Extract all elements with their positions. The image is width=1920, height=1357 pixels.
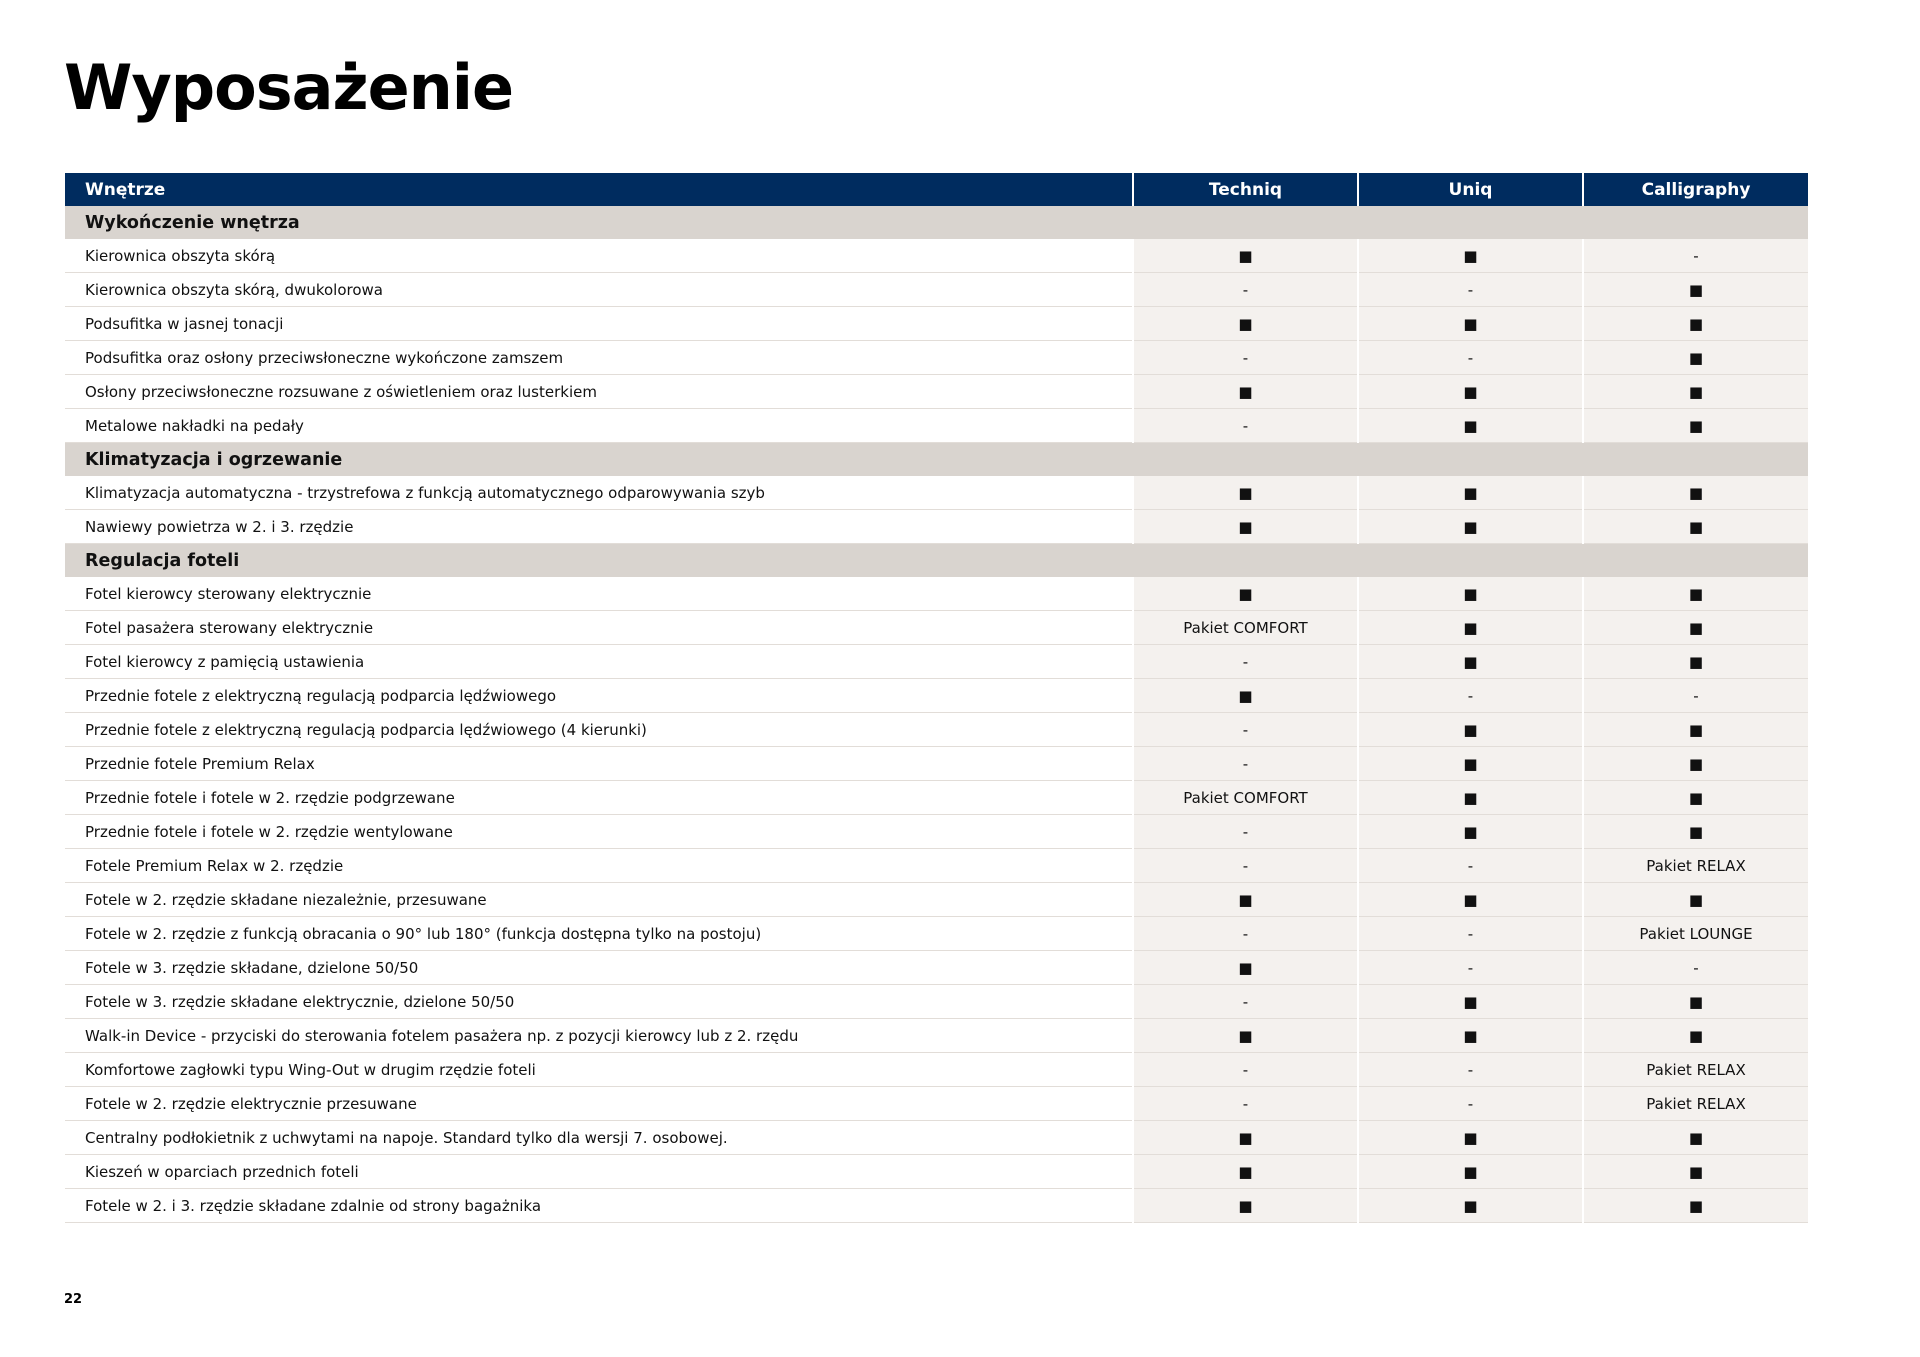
section-row	[65, 206, 1808, 239]
value-techniq: -	[1133, 815, 1358, 849]
feature-label: Fotele w 2. rzędzie elektrycznie przesuwane	[65, 1087, 1133, 1121]
table-row	[65, 341, 1808, 375]
feature-label: Fotele w 3. rzędzie składane, dzielone 50/50	[65, 951, 1133, 985]
section-row	[65, 443, 1808, 477]
value-uniq: ■	[1358, 375, 1583, 409]
feature-label: Przednie fotele i fotele w 2. rzędzie podgrzewane	[65, 781, 1133, 815]
table-row	[65, 273, 1808, 307]
value-techniq: -	[1133, 341, 1358, 375]
feature-label: Klimatyzacja automatyczna - trzystrefowa z funkcją automatycznego odparowywania szyb	[65, 476, 1133, 510]
value-uniq: -	[1358, 679, 1583, 713]
table-row	[65, 713, 1808, 747]
value-uniq: ■	[1358, 510, 1583, 544]
value-uniq: ■	[1358, 611, 1583, 645]
value-techniq: ■	[1133, 1121, 1358, 1155]
value-calligraphy: ■	[1583, 815, 1808, 849]
table-row	[65, 917, 1808, 951]
value-calligraphy: ■	[1583, 1019, 1808, 1053]
table-row	[65, 1019, 1808, 1053]
value-calligraphy: ■	[1583, 577, 1808, 611]
feature-label: Nawiewy powietrza w 2. i 3. rzędzie	[65, 510, 1133, 544]
value-calligraphy: Pakiet LOUNGE	[1583, 917, 1808, 951]
value-techniq: ■	[1133, 307, 1358, 341]
value-calligraphy: ■	[1583, 1155, 1808, 1189]
table-header-row	[65, 173, 1808, 206]
feature-label: Podsufitka oraz osłony przeciwsłoneczne wykończone zamszem	[65, 341, 1133, 375]
feature-label: Przednie fotele z elektryczną regulacją podparcia lędźwiowego (4 kierunki)	[65, 713, 1133, 747]
feature-label: Fotel pasażera sterowany elektrycznie	[65, 611, 1133, 645]
table-row	[65, 1155, 1808, 1189]
value-techniq: -	[1133, 917, 1358, 951]
value-techniq: ■	[1133, 883, 1358, 917]
page-number: 22	[64, 1292, 83, 1307]
value-techniq: ■	[1133, 1155, 1358, 1189]
value-calligraphy: ■	[1583, 375, 1808, 409]
value-uniq: -	[1358, 917, 1583, 951]
value-techniq: -	[1133, 1087, 1358, 1121]
table-row	[65, 781, 1808, 815]
table-header	[65, 173, 1808, 206]
value-techniq: -	[1133, 645, 1358, 679]
value-calligraphy: ■	[1583, 273, 1808, 307]
feature-label: Centralny podłokietnik z uchwytami na napoje. Standard tylko dla wersji 7. osobowej.	[65, 1121, 1133, 1155]
feature-label: Fotele Premium Relax w 2. rzędzie	[65, 849, 1133, 883]
value-calligraphy: ■	[1583, 409, 1808, 443]
value-techniq: ■	[1133, 577, 1358, 611]
feature-label: Kieszeń w oparciach przednich foteli	[65, 1155, 1133, 1189]
table-row	[65, 577, 1808, 611]
value-calligraphy: Pakiet RELAX	[1583, 1053, 1808, 1087]
table-row	[65, 1053, 1808, 1087]
value-uniq: ■	[1358, 577, 1583, 611]
table-row	[65, 476, 1808, 510]
value-calligraphy: ■	[1583, 341, 1808, 375]
table-row	[65, 1189, 1808, 1223]
table-row	[65, 645, 1808, 679]
value-uniq: ■	[1358, 815, 1583, 849]
value-techniq: ■	[1133, 1189, 1358, 1223]
value-calligraphy: ■	[1583, 307, 1808, 341]
value-calligraphy: ■	[1583, 1189, 1808, 1223]
feature-label: Fotel kierowcy z pamięcią ustawienia	[65, 645, 1133, 679]
value-calligraphy: ■	[1583, 747, 1808, 781]
value-calligraphy: ■	[1583, 883, 1808, 917]
value-calligraphy: ■	[1583, 476, 1808, 510]
value-uniq: ■	[1358, 409, 1583, 443]
table-row	[65, 375, 1808, 409]
value-uniq: -	[1358, 1087, 1583, 1121]
feature-label: Przednie fotele Premium Relax	[65, 747, 1133, 781]
feature-label: Fotele w 2. rzędzie z funkcją obracania o 90° lub 180° (funkcja dostępna tylko na postoju)	[65, 917, 1133, 951]
section-title: Regulacja foteli	[65, 544, 1808, 578]
value-uniq: -	[1358, 1053, 1583, 1087]
value-calligraphy: ■	[1583, 781, 1808, 815]
value-uniq: ■	[1358, 307, 1583, 341]
value-uniq: -	[1358, 341, 1583, 375]
value-techniq: -	[1133, 713, 1358, 747]
value-techniq: ■	[1133, 510, 1358, 544]
feature-label: Podsufitka w jasnej tonacji	[65, 307, 1133, 341]
value-uniq: -	[1358, 951, 1583, 985]
table-row	[65, 985, 1808, 1019]
feature-label: Walk-in Device - przyciski do sterowania fotelem pasażera np. z pozycji kierowcy lub z 2. rzędu	[65, 1019, 1133, 1053]
value-uniq: -	[1358, 273, 1583, 307]
feature-label: Kierownica obszyta skórą	[65, 239, 1133, 273]
feature-label: Metalowe nakładki na pedały	[65, 409, 1133, 443]
value-techniq: ■	[1133, 375, 1358, 409]
value-techniq: -	[1133, 985, 1358, 1019]
feature-label: Osłony przeciwsłoneczne rozsuwane z oświetleniem oraz lusterkiem	[65, 375, 1133, 409]
value-uniq: -	[1358, 849, 1583, 883]
value-uniq: ■	[1358, 985, 1583, 1019]
value-techniq: ■	[1133, 679, 1358, 713]
feature-label: Fotele w 3. rzędzie składane elektrycznie, dzielone 50/50	[65, 985, 1133, 1019]
value-uniq: ■	[1358, 1155, 1583, 1189]
value-techniq: -	[1133, 1053, 1358, 1087]
value-uniq: ■	[1358, 713, 1583, 747]
value-calligraphy: ■	[1583, 713, 1808, 747]
table-row	[65, 951, 1808, 985]
header-category: Wnętrze	[65, 173, 1133, 206]
value-uniq: ■	[1358, 747, 1583, 781]
value-techniq: -	[1133, 747, 1358, 781]
feature-label: Fotel kierowcy sterowany elektrycznie	[65, 577, 1133, 611]
table-row	[65, 883, 1808, 917]
value-techniq: Pakiet COMFORT	[1133, 611, 1358, 645]
header-uniq: Uniq	[1358, 173, 1583, 206]
feature-label: Kierownica obszyta skórą, dwukolorowa	[65, 273, 1133, 307]
feature-label: Komfortowe zagłowki typu Wing-Out w drugim rzędzie foteli	[65, 1053, 1133, 1087]
table-row	[65, 510, 1808, 544]
value-calligraphy: Pakiet RELAX	[1583, 1087, 1808, 1121]
table-row	[65, 239, 1808, 273]
value-calligraphy: Pakiet RELAX	[1583, 849, 1808, 883]
table-row	[65, 747, 1808, 781]
table-row	[65, 679, 1808, 713]
value-calligraphy: -	[1583, 239, 1808, 273]
feature-label: Fotele w 2. i 3. rzędzie składane zdalnie od strony bagażnika	[65, 1189, 1133, 1223]
value-uniq: ■	[1358, 1019, 1583, 1053]
value-uniq: ■	[1358, 781, 1583, 815]
section-title: Klimatyzacja i ogrzewanie	[65, 443, 1808, 477]
feature-label: Fotele w 2. rzędzie składane niezależnie, przesuwane	[65, 883, 1133, 917]
value-calligraphy: ■	[1583, 645, 1808, 679]
value-techniq: -	[1133, 849, 1358, 883]
value-calligraphy: ■	[1583, 1121, 1808, 1155]
section-title: Wykończenie wnętrza	[65, 206, 1808, 239]
value-uniq: ■	[1358, 239, 1583, 273]
table-row	[65, 849, 1808, 883]
value-uniq: ■	[1358, 883, 1583, 917]
table-row	[65, 1121, 1808, 1155]
value-techniq: -	[1133, 273, 1358, 307]
header-calligraphy: Calligraphy	[1583, 173, 1808, 206]
value-techniq: Pakiet COMFORT	[1133, 781, 1358, 815]
value-calligraphy: ■	[1583, 510, 1808, 544]
value-techniq: ■	[1133, 1019, 1358, 1053]
value-uniq: ■	[1358, 1189, 1583, 1223]
value-techniq: -	[1133, 409, 1358, 443]
table-body	[65, 206, 1808, 1223]
value-uniq: ■	[1358, 1121, 1583, 1155]
value-uniq: ■	[1358, 476, 1583, 510]
table-row	[65, 611, 1808, 645]
equipment-table	[65, 173, 1808, 1223]
value-techniq: ■	[1133, 951, 1358, 985]
table-row	[65, 307, 1808, 341]
table-row	[65, 409, 1808, 443]
value-uniq: ■	[1358, 645, 1583, 679]
value-calligraphy: ■	[1583, 985, 1808, 1019]
feature-label: Przednie fotele i fotele w 2. rzędzie wentylowane	[65, 815, 1133, 849]
value-calligraphy: ■	[1583, 611, 1808, 645]
page-title: Wyposażenie	[64, 51, 514, 124]
value-calligraphy: -	[1583, 951, 1808, 985]
section-row	[65, 544, 1808, 578]
header-techniq: Techniq	[1133, 173, 1358, 206]
value-techniq: ■	[1133, 476, 1358, 510]
value-calligraphy: -	[1583, 679, 1808, 713]
feature-label: Przednie fotele z elektryczną regulacją podparcia lędźwiowego	[65, 679, 1133, 713]
value-techniq: ■	[1133, 239, 1358, 273]
table-row	[65, 815, 1808, 849]
table-row	[65, 1087, 1808, 1121]
